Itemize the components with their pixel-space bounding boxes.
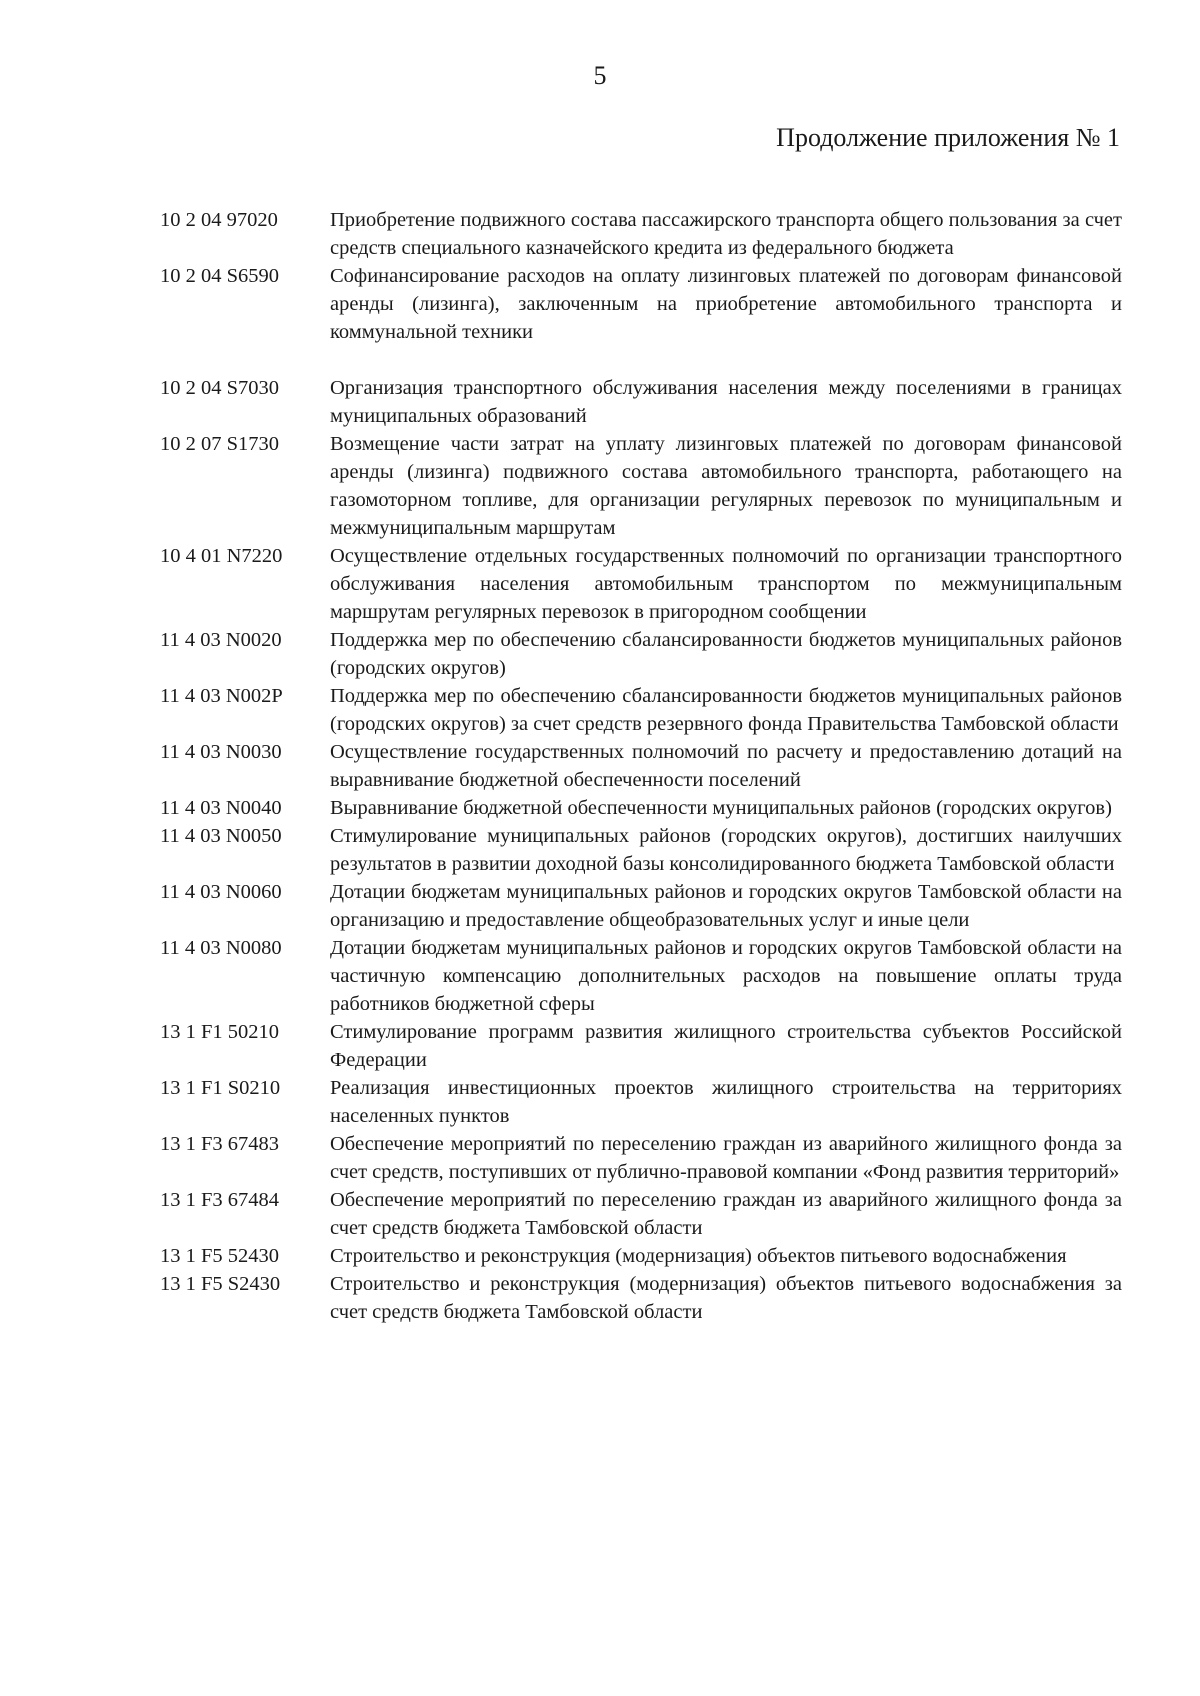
list-item <box>160 878 1122 934</box>
budget-code: 13 1 F5 52430 <box>160 1245 280 1267</box>
code-description: Обеспечение мероприятий по переселению граждан из аварийного жилищного фонда за счет средств бюджета Тамбовской области <box>330 1189 1122 1239</box>
code-description: Поддержка мер по обеспечению сбалансированности бюджетов муниципальных районов (городских округов) за счет средств резервного фонда Правительства Тамбовской области <box>330 685 1122 735</box>
code-description: Дотации бюджетам муниципальных районов и городских округов Тамбовской области на частичную компенсацию дополнительных расходов на повышение оплаты труда работников бюджетной сферы <box>330 937 1122 1015</box>
code-description: Стимулирование программ развития жилищного строительства субъектов Российской Федерации <box>330 1021 1122 1071</box>
code-description: Обеспечение мероприятий по переселению граждан из аварийного жилищного фонда за счет средств, поступивших от публично-правовой компании «Фонд развития территорий» <box>330 1133 1122 1183</box>
list-item <box>160 430 1122 542</box>
budget-code: 11 4 03 N0020 <box>160 629 282 651</box>
code-description: Реализация инвестиционных проектов жилищного строительства на территориях населенных пунктов <box>330 1077 1122 1127</box>
budget-code: 13 1 F3 67483 <box>160 1133 280 1155</box>
list-item <box>160 206 1122 262</box>
code-description: Стимулирование муниципальных районов (городских округов), достигших наилучших результатов в развитии доходной базы консолидированного бюджета Тамбовской области <box>330 825 1122 875</box>
list-item <box>160 1270 1122 1326</box>
budget-code: 10 4 01 N7220 <box>160 545 283 567</box>
code-description: Возмещение части затрат на уплату лизинговых платежей по договорам финансовой аренды (лизинга) подвижного состава автомобильного транспорта, работающего на газомоторном топливе, для организации регулярных перевозок по муниципальным и межмуниципальным маршрутам <box>330 433 1122 539</box>
code-description: Осуществление отдельных государственных полномочий по организации транспортного обслуживания населения автомобильным транспортом по межмуниципальным маршрутам регулярных перевозок в пригородном сообщении <box>330 545 1122 623</box>
list-item <box>160 794 1122 822</box>
list-item <box>160 934 1122 1018</box>
code-description: Поддержка мер по обеспечению сбалансированности бюджетов муниципальных районов (городских округов) <box>330 629 1122 679</box>
list-item <box>160 1242 1122 1270</box>
budget-code: 10 2 04 S7030 <box>160 377 280 399</box>
budget-code: 13 1 F1 S0210 <box>160 1077 281 1099</box>
list-item <box>160 1074 1122 1130</box>
budget-code: 11 4 03 N0080 <box>160 937 282 959</box>
budget-code: 11 4 03 N0040 <box>160 797 282 819</box>
list-item <box>160 626 1122 682</box>
budget-code: 11 4 03 N0030 <box>160 741 282 763</box>
code-description: Дотации бюджетам муниципальных районов и городских округов Тамбовской области на организацию и предоставление общеобразовательных услуг и иные цели <box>330 881 1122 931</box>
list-item <box>160 1018 1122 1074</box>
list-item <box>160 682 1122 738</box>
budget-code: 11 4 03 N002P <box>160 685 283 707</box>
list-item <box>160 262 1122 346</box>
budget-code: 10 2 04 S6590 <box>160 265 280 287</box>
code-description: Строительство и реконструкция (модернизация) объектов питьевого водоснабжения за счет средств бюджета Тамбовской области <box>330 1273 1122 1323</box>
code-list <box>160 206 1122 1326</box>
code-description: Выравнивание бюджетной обеспеченности муниципальных районов (городских округов) <box>330 797 1112 819</box>
list-item <box>160 542 1122 626</box>
budget-code: 11 4 03 N0050 <box>160 825 282 847</box>
code-description: Софинансирование расходов на оплату лизинговых платежей по договорам финансовой аренды (лизинга), заключенным на приобретение автомобильного транспорта и коммунальной техники <box>330 265 1122 343</box>
budget-code: 11 4 03 N0060 <box>160 881 282 903</box>
budget-code: 13 1 F5 S2430 <box>160 1273 281 1295</box>
code-description: Осуществление государственных полномочий по расчету и предоставлению дотаций на выравнивание бюджетной обеспеченности поселений <box>330 741 1122 791</box>
code-description: Организация транспортного обслуживания населения между поселениями в границах муниципальных образований <box>330 377 1122 427</box>
list-item <box>160 374 1122 430</box>
appendix-title: Продолжение приложения № 1 <box>776 123 1120 152</box>
code-description: Строительство и реконструкция (модернизация) объектов питьевого водоснабжения <box>330 1245 1067 1267</box>
code-description: Приобретение подвижного состава пассажирского транспорта общего пользования за счет средств специального казначейского кредита из федерального бюджета <box>330 209 1122 259</box>
page-number: 5 <box>593 61 607 90</box>
list-item <box>160 822 1122 878</box>
list-item <box>160 1186 1122 1242</box>
budget-code: 13 1 F1 50210 <box>160 1021 280 1043</box>
list-item <box>160 738 1122 794</box>
budget-code: 10 2 07 S1730 <box>160 433 280 455</box>
budget-code: 10 2 04 97020 <box>160 209 278 231</box>
list-item <box>160 1130 1122 1186</box>
budget-code: 13 1 F3 67484 <box>160 1189 280 1211</box>
